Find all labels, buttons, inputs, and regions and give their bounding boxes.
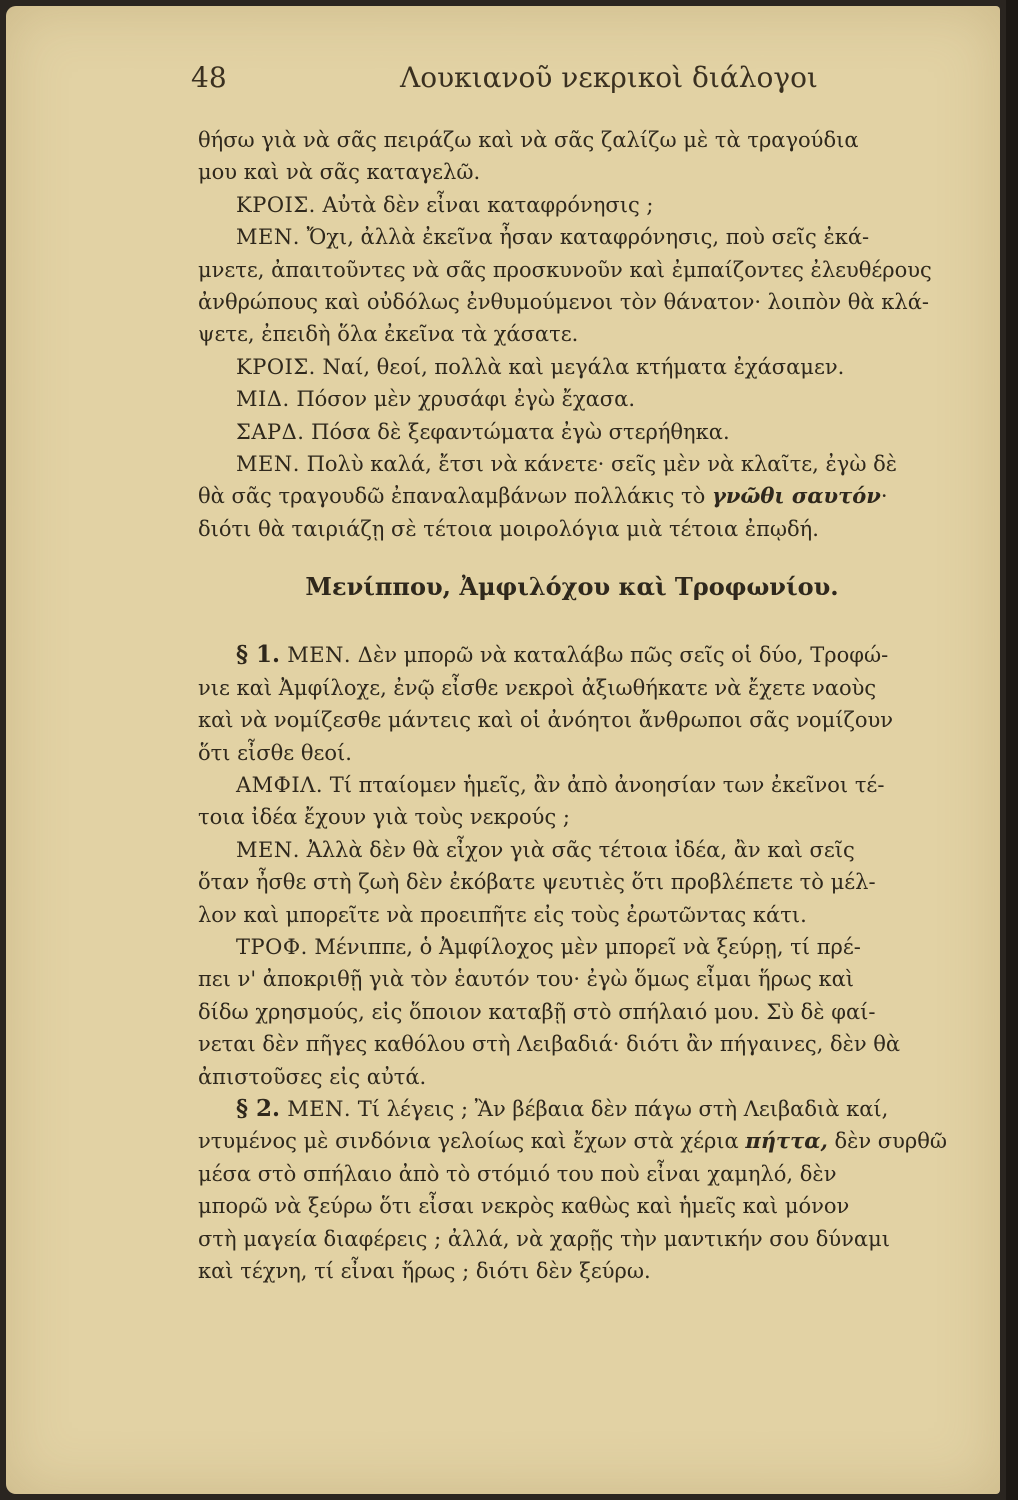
text-line — [198, 704, 946, 736]
running-title: Λουκιανοῦ νεκρικοὶ διάλογοι — [400, 61, 818, 94]
text-line — [198, 672, 946, 704]
line-text: νιε καὶ Ἀμφίλοχε, ἐνῷ εἶσθε νεκροὶ ἀξιωθήκατε νὰ ἔχετε ναοὺς — [198, 675, 877, 700]
text-line — [198, 156, 946, 188]
line-text: Αὐτὰ δὲν εἶναι καταφρόνησις ; — [315, 192, 654, 217]
text-line — [198, 1158, 946, 1190]
line-text: τοια ἰδέα ἔχουν γιὰ τοὺς νεκρούς ; — [198, 805, 570, 830]
line-text: θὰ σᾶς τραγουδῶ ἐπαναλαμβάνων πολλάκις τὸ — [198, 484, 712, 509]
text-line — [198, 899, 946, 931]
text-line — [198, 383, 946, 415]
line-text: Τί λέγεις ; Ἂν βέβαια δὲν πάγω στὴ Λειβαδιὰ καί, — [351, 1096, 889, 1121]
line-text: μου καὶ νὰ σᾶς καταγελῶ. — [198, 160, 481, 185]
line-text: ὅτι εἶσθε θεοί. — [198, 740, 352, 765]
text-line — [198, 448, 946, 480]
text-line — [198, 124, 946, 156]
speaker-label: ΜΕΝ. — [280, 1096, 352, 1121]
text-line — [198, 480, 946, 512]
line-text: νεται δὲν πῆγες καθόλου στὴ Λειβαδιά· διότι ἂν πήγαινες, δὲν θὰ — [198, 1032, 901, 1057]
speaker-label: ΚΡΟΙΣ. — [236, 192, 316, 217]
speaker-label: ΑΜΦΙΛ. — [236, 773, 324, 798]
text-line — [198, 801, 946, 833]
line-text: ἀπιστοῦσες εἰς αὐτά. — [198, 1064, 427, 1089]
dialogue-block-before — [198, 124, 946, 545]
text-line — [198, 866, 946, 898]
line-text: μπορῶ νὰ ξεύρω ὅτι εἶσαι νεκρὸς καθὼς καὶ ἡμεῖς καὶ μόνον — [198, 1194, 850, 1219]
line-text: στὴ μαγεία διαφέρεις ; ἀλλά, νὰ χαρῇς τὴν μαντικήν σου δύναμι — [198, 1226, 890, 1251]
line-text: ψετε, ἐπειδὴ ὅλα ἐκεῖνα τὰ χάσατε. — [198, 322, 579, 347]
line-text: πει ν' ἀποκριθῇ γιὰ τὸν ἑαυτόν του· ἐγὼ ὅμως εἶμαι ἥρως καὶ — [198, 967, 855, 992]
line-text: Τί πταίομεν ἡμεῖς, ἂν ἀπὸ ἀνοησίαν των ἐκεῖνοι τέ- — [323, 773, 885, 798]
line-text: Δὲν μπορῶ νὰ καταλάβω πῶς σεῖς οἱ δύο, Τροφώ- — [351, 643, 889, 668]
line-text: διότι θὰ ταιριάζῃ σὲ τέτοια μοιρολόγια μιὰ τέτοια ἐπῳδή. — [198, 516, 819, 541]
text-line — [198, 1125, 946, 1157]
running-header — [186, 61, 818, 101]
text-line — [198, 254, 946, 286]
text-line — [198, 1061, 946, 1093]
speaker-label: ΜΕΝ. — [280, 643, 352, 668]
text-line — [198, 351, 946, 383]
speaker-label: ΣΑΡΔ. — [236, 419, 305, 444]
speaker-label: ΤΡΟΦ. — [236, 935, 308, 959]
line-text: λον καὶ μπορεῖτε νὰ προειπῆτε εἰς τοὺς ἐρωτῶντας κάτι. — [198, 902, 807, 927]
emphasized-text: πήττα, — [745, 1128, 828, 1154]
text-line — [198, 1028, 946, 1060]
line-text: Πόσον μὲν χρυσάφι ἐγὼ ἔχασα. — [289, 387, 636, 412]
line-text: Μένιππε, ὁ Ἀμφίλοχος μὲν μπορεῖ νὰ ξεύρῃ, τί πρέ- — [307, 935, 861, 959]
text-line — [198, 769, 946, 801]
line-text: Ἀλλὰ δὲν θὰ εἶχον γιὰ σᾶς τέτοια ἰδέα, ἂν καὶ σεῖς — [299, 837, 855, 862]
section-title: Μενίππου, Ἀμφιλόχου καὶ Τροφωνίου. — [305, 572, 839, 602]
book-page — [6, 6, 1000, 1494]
line-text: μέσα στὸ σπήλαιο ἀπὸ τὸ στόμιό του ποὺ εἶναι χαμηλό, δὲν — [198, 1161, 837, 1186]
line-text: ἀνθρώπους καὶ οὐδόλως ἐνθυμούμενοι τὸν θάνατον· λοιπὸν θὰ κλά- — [198, 289, 929, 314]
line-text: ὅταν ἦσθε στὴ ζωὴ δὲν ἐκόβατε ψευτιὲς ὅτι προβλέπετε τὸ μέλ- — [198, 870, 876, 895]
emphasized-text: γνῶθι σαυτόν — [711, 483, 881, 509]
line-text: μνετε, ἀπαιτοῦντες νὰ σᾶς προσκυνοῦν καὶ ἐμπαίζοντες ἐλευθέρους — [198, 257, 932, 282]
text-line — [198, 286, 946, 318]
speaker-label: ΜΕΝ. — [236, 451, 300, 476]
line-text: καὶ νὰ νομίζεσθε μάντεις καὶ οἱ ἀνόητοι ἄνθρωποι σᾶς νομίζουν — [198, 708, 894, 733]
text-line — [198, 1093, 946, 1125]
line-text: δίδω χρησμούς, εἰς ὅποιον καταβῇ στὸ σπήλαιό μου. Σὺ δὲ φαί- — [198, 999, 876, 1024]
text-line — [198, 639, 946, 671]
text-line — [198, 189, 946, 221]
text-line — [198, 1255, 946, 1287]
line-text: θήσω γιὰ νὰ σᾶς πειράζω καὶ νὰ σᾶς ζαλίζω μὲ τὰ τραγούδια — [198, 128, 859, 152]
page-body — [198, 124, 946, 1287]
speaker-label: ΜΕΝ. — [236, 225, 300, 250]
text-line — [198, 996, 946, 1028]
line-text: Πόσα δὲ ξεφαντώματα ἐγὼ στερήθηκα. — [304, 419, 730, 444]
text-line — [198, 318, 946, 350]
line-text: ντυμένος μὲ σινδόνια γελοίως καὶ ἔχων στὰ χέρια — [198, 1129, 746, 1154]
line-text: καὶ τέχνη, τί εἶναι ἥρως ; διότι δὲν ξεύρω. — [198, 1258, 651, 1283]
line-text: Ναί, θεοί, πολλὰ καὶ μεγάλα κτήματα ἐχάσαμεν. — [315, 354, 845, 379]
text-line — [198, 416, 946, 448]
text-line — [198, 221, 946, 253]
paragraph-mark: § 2. — [236, 1094, 281, 1122]
book-spine — [1006, 0, 1018, 1500]
text-line — [198, 834, 946, 866]
text-line — [198, 513, 946, 545]
dialogue-block-after — [198, 639, 946, 1287]
text-line — [198, 1223, 946, 1255]
paragraph-mark: § 1. — [236, 641, 281, 669]
line-text: Ὄχι, ἀλλὰ ἐκεῖνα ἦσαν καταφρόνησις, ποὺ σεῖς ἐκά- — [299, 225, 870, 250]
text-line — [198, 1190, 946, 1222]
speaker-label: ΜΕΝ. — [236, 837, 300, 862]
page-number: 48 — [191, 61, 227, 94]
text-line — [198, 963, 946, 995]
text-line — [198, 931, 946, 963]
speaker-label: ΚΡΟΙΣ. — [236, 354, 316, 379]
line-text-tail: · — [880, 484, 888, 509]
line-text-tail: δὲν συρθῶ — [827, 1129, 948, 1154]
line-text: Πολὺ καλά, ἔτσι νὰ κάνετε· σεῖς μὲν νὰ κλαῖτε, ἐγὼ δὲ — [299, 451, 898, 476]
speaker-label: ΜΙΔ. — [236, 387, 290, 412]
text-line — [198, 737, 946, 769]
